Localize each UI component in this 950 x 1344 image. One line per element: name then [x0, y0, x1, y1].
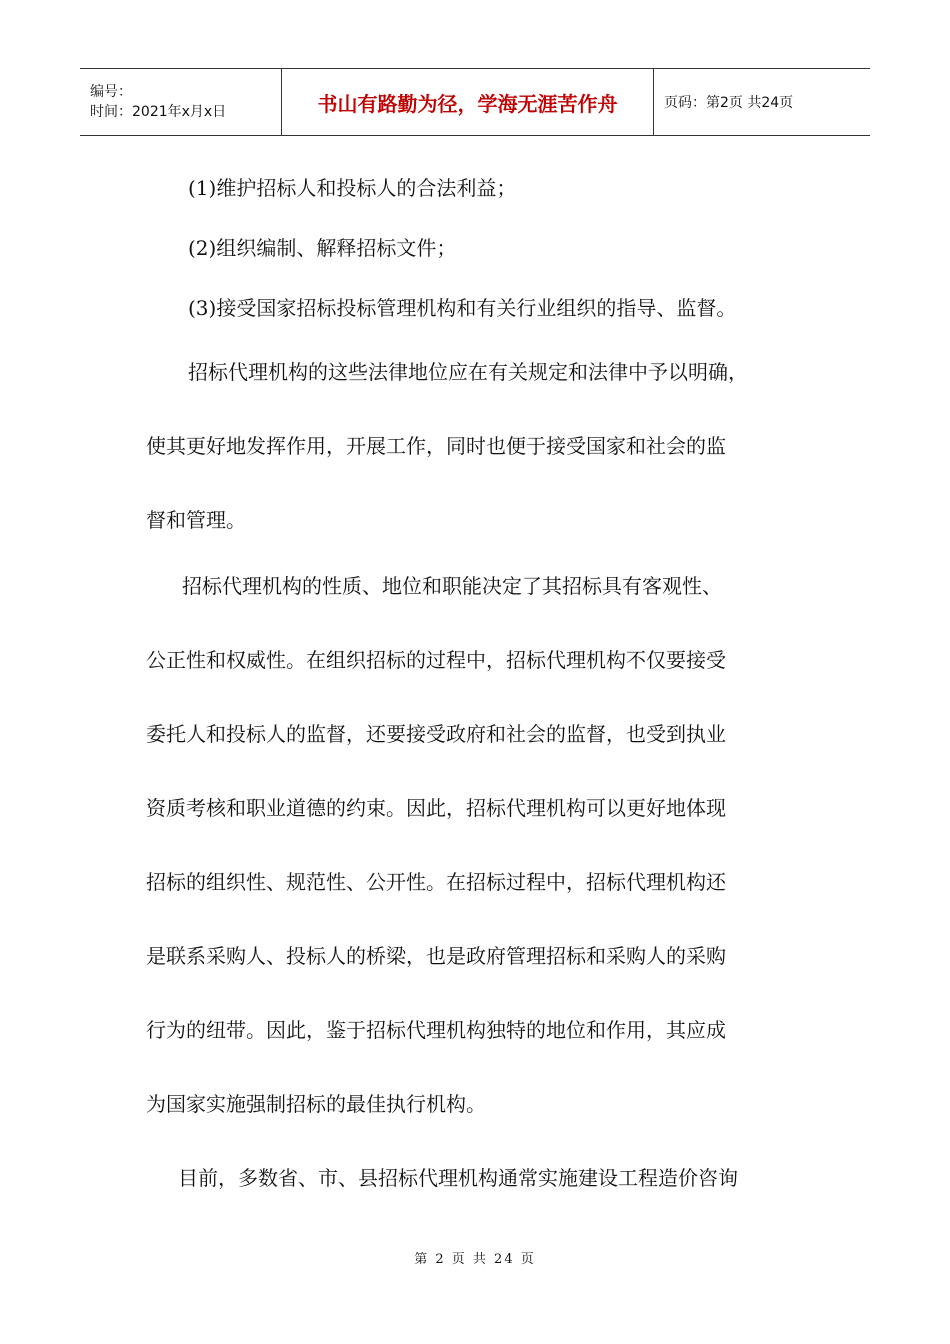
body-line: 公正性和权威性。在组织招标的过程中，招标代理机构不仅要接受	[146, 648, 726, 672]
body-line: (1)维护招标人和投标人的合法利益；	[188, 176, 517, 200]
body-line: 招标的组织性、规范性、公开性。在招标过程中，招标代理机构还	[146, 870, 726, 894]
body-line: 资质考核和职业道德的约束。因此，招标代理机构可以更好地体现	[146, 796, 726, 820]
body-line: 是联系采购人、投标人的桥梁，也是政府管理招标和采购人的采购	[146, 944, 726, 968]
body-line: 委托人和投标人的监督，还要接受政府和社会的监督，也受到执业	[146, 722, 726, 746]
body-line: (2)组织编制、解释招标文件；	[188, 236, 457, 260]
page-footer: 第 2 页 共 24 页	[414, 1252, 536, 1267]
body-line: (3)接受国家招标投标管理机构和有关行业组织的指导、监督。	[188, 296, 737, 320]
body-line: 行为的纽带。因此，鉴于招标代理机构独特的地位和作用，其应成	[146, 1018, 726, 1042]
header-motto: 书山有路勤为径，学海无涯苦作舟	[282, 69, 654, 135]
number-label: 编号：	[90, 84, 132, 100]
time-label: 时间：2021年x月x日	[90, 104, 227, 120]
page-header	[80, 68, 870, 136]
body-line: 目前，多数省、市、县招标代理机构通常实施建设工程造价咨询	[178, 1166, 738, 1190]
body-line: 为国家实施强制招标的最佳执行机构。	[146, 1092, 486, 1116]
body-line: 招标代理机构的这些法律地位应在有关规定和法律中予以明确，	[188, 360, 748, 384]
header-meta	[80, 69, 282, 135]
body-line: 使其更好地发挥作用，开展工作，同时也便于接受国家和社会的监	[146, 434, 726, 458]
body-line: 督和管理。	[146, 508, 246, 532]
body-line: 招标代理机构的性质、地位和职能决定了其招标具有客观性、	[182, 574, 722, 598]
header-page-info: 页码：第2页 共24页	[664, 95, 794, 111]
